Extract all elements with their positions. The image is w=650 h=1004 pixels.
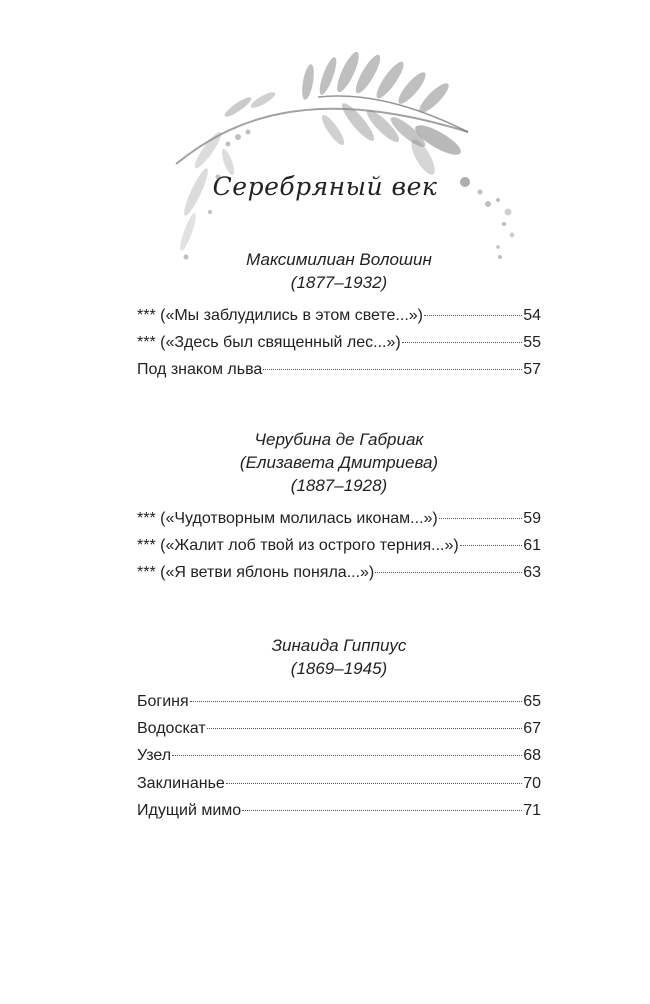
toc-entry[interactable] xyxy=(137,747,541,774)
toc-entries xyxy=(137,693,541,829)
dot-leader xyxy=(402,342,523,343)
chapter-title: Серебряный век xyxy=(212,172,438,201)
toc-entry-title: Богиня xyxy=(137,693,189,710)
toc-section-cherubina xyxy=(137,428,541,592)
toc-entry[interactable] xyxy=(137,775,541,802)
toc-entry-page: 68 xyxy=(523,747,541,765)
dot-leader xyxy=(460,545,522,546)
toc-entry[interactable] xyxy=(137,537,541,564)
author-heading xyxy=(137,634,541,680)
dot-leader xyxy=(190,701,523,702)
toc-entry[interactable] xyxy=(137,802,541,829)
toc-entries xyxy=(137,307,541,389)
toc-entry-title: *** («Мы заблудились в этом свете...») xyxy=(137,307,423,324)
dot-leader xyxy=(375,572,522,573)
author-heading xyxy=(137,248,541,294)
author-years: (1887–1928) xyxy=(290,476,388,495)
toc-entry-page: 59 xyxy=(523,510,541,527)
toc-entry[interactable] xyxy=(137,510,541,537)
toc-entry-page: 65 xyxy=(523,693,541,710)
toc-section-voloshin xyxy=(137,248,541,389)
author-real-name: (Елизавета Дмитриева) xyxy=(239,453,439,472)
toc-entry[interactable] xyxy=(137,693,541,720)
author-years: (1869–1945) xyxy=(290,659,388,678)
author-name: Максимилиан Волошин xyxy=(246,250,432,269)
dot-leader xyxy=(424,315,522,316)
toc-entry-page: 67 xyxy=(523,720,541,738)
toc-entry-title: Водоскат xyxy=(137,720,206,738)
author-years: (1877–1932) xyxy=(290,273,388,292)
toc-entry-title: Заклинанье xyxy=(137,774,225,792)
toc-entry-page: 57 xyxy=(523,361,541,379)
dot-leader xyxy=(172,755,522,756)
toc-entry-title: *** («Здесь был священный лес...») xyxy=(137,334,401,352)
toc-entry-page: 54 xyxy=(523,307,541,324)
dot-leader xyxy=(439,518,522,519)
toc-section-gippius xyxy=(137,634,541,829)
toc-entry-title: *** («Чудотворным молилась иконам...») xyxy=(137,510,438,527)
toc-entry[interactable] xyxy=(137,307,541,334)
toc-entry[interactable] xyxy=(137,564,541,591)
toc-entry-page: 61 xyxy=(523,537,541,555)
toc-entry-page: 63 xyxy=(523,564,541,582)
toc-entry-title: *** («Жалит лоб твой из острого терния...») xyxy=(137,537,459,555)
dot-leader xyxy=(226,783,522,784)
dot-leader xyxy=(242,810,522,811)
author-name: Черубина де Габриак xyxy=(254,430,424,449)
toc-entries xyxy=(137,510,541,592)
toc-entry-title: *** («Я ветви яблонь поняла...») xyxy=(137,564,375,582)
toc-entry-page: 70 xyxy=(523,774,541,792)
toc-entry[interactable] xyxy=(137,334,541,361)
dot-leader xyxy=(263,369,522,370)
dot-leader xyxy=(207,728,523,729)
toc-entry[interactable] xyxy=(137,720,541,747)
toc-entry-title: Узел xyxy=(137,747,172,765)
toc-entry-title: Под знаком льва xyxy=(137,361,263,379)
toc-entry-page: 55 xyxy=(523,334,541,352)
leaf-branch-illustration xyxy=(168,52,528,267)
toc-entry[interactable] xyxy=(137,361,541,388)
author-heading xyxy=(137,428,541,497)
author-name: Зинаида Гиппиус xyxy=(271,636,407,655)
toc-entry-page: 71 xyxy=(523,801,541,819)
toc-entry-title: Идущий мимо xyxy=(137,801,242,819)
